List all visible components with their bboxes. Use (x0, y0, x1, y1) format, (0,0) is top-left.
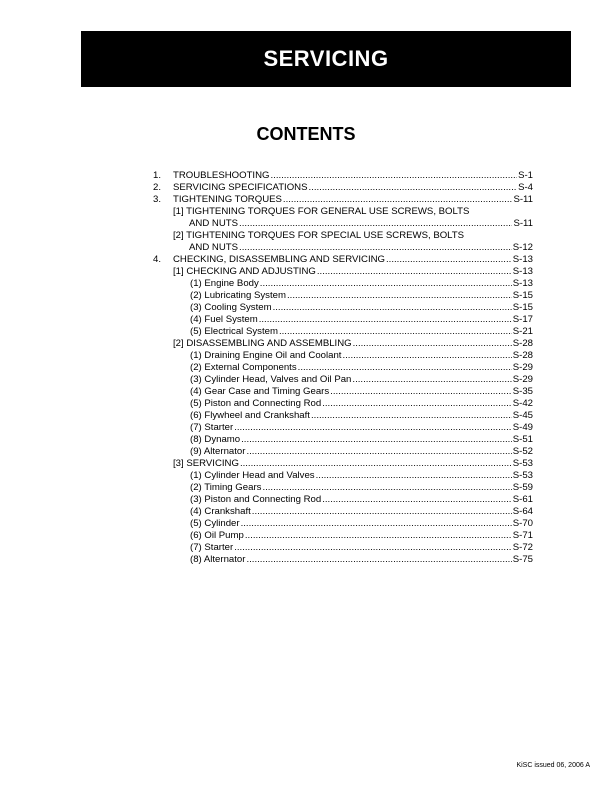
toc-row (153, 482, 533, 494)
toc-entry[interactable] (190, 434, 533, 446)
toc-leader-dots (241, 434, 512, 446)
toc-entry[interactable] (190, 398, 533, 410)
toc-row (153, 326, 533, 338)
toc-entry[interactable] (190, 530, 533, 542)
toc-row (153, 518, 533, 530)
toc-entry[interactable] (190, 506, 533, 518)
toc-row (153, 458, 533, 470)
toc-row (153, 386, 533, 398)
toc-leader-dots (239, 218, 512, 230)
toc-page-number: S-70 (512, 518, 533, 529)
toc-row (153, 218, 533, 230)
toc-leader-dots (330, 386, 512, 398)
contents-heading: CONTENTS (256, 124, 356, 144)
toc-page-number: S-59 (512, 482, 533, 493)
toc-entry-text: (2) External Components (190, 362, 297, 373)
toc-page-number: S-53 (512, 470, 533, 481)
toc-leader-dots (298, 362, 512, 374)
toc-leader-dots (262, 482, 511, 494)
toc-entry-text: (1) Engine Body (190, 278, 259, 289)
toc-leader-dots (342, 350, 511, 362)
toc-entry-text: (3) Piston and Connecting Rod (190, 494, 322, 505)
toc-row (153, 542, 533, 554)
toc-page-number: S-29 (512, 362, 533, 373)
toc-page-number: S-17 (512, 314, 533, 325)
toc-page-number: S-42 (512, 398, 533, 409)
toc-entry[interactable] (190, 542, 533, 554)
toc-entry[interactable] (190, 350, 533, 362)
toc-page-number: S-51 (512, 434, 533, 445)
toc-row (153, 206, 533, 218)
toc-leader-dots (239, 242, 512, 254)
toc-entry-text: [2] TIGHTENING TORQUES FOR SPECIAL USE SCREWS, BOLTS (173, 230, 465, 241)
toc-page-number: S-52 (512, 446, 533, 457)
toc-row (153, 374, 533, 386)
toc-row (153, 302, 533, 314)
toc-entry[interactable] (190, 422, 533, 434)
toc-entry-text: (7) Starter (190, 422, 234, 433)
toc-row (153, 506, 533, 518)
footer-issue-note: KiSC issued 06, 2006 A (516, 762, 590, 769)
toc-entry-text: (1) Cylinder Head and Valves (190, 470, 315, 481)
toc-number: 1. (153, 170, 162, 181)
toc-entry[interactable] (173, 194, 533, 206)
toc-row (153, 194, 533, 206)
toc-entry-text: (2) Timing Gears (190, 482, 262, 493)
toc-leader-dots (252, 506, 512, 518)
toc-row (153, 422, 533, 434)
toc-leader-dots (241, 518, 512, 530)
toc-page-number: S-11 (513, 194, 533, 205)
toc-entry[interactable] (190, 554, 533, 566)
toc-row (153, 398, 533, 410)
toc-row (153, 446, 533, 458)
toc-row (153, 266, 533, 278)
toc-row (153, 242, 533, 254)
toc-row (153, 530, 533, 542)
toc-leader-dots (260, 278, 512, 290)
toc-entry-text: (6) Oil Pump (190, 530, 244, 541)
toc-entry[interactable] (190, 290, 533, 302)
toc-page-number: S-1 (518, 170, 533, 181)
toc-entry-text: (4) Gear Case and Timing Gears (190, 386, 330, 397)
toc-row (153, 230, 533, 242)
toc-entry[interactable] (190, 374, 533, 386)
toc-leader-dots (322, 494, 512, 506)
toc-entry-text: (6) Flywheel and Crankshaft (190, 410, 310, 421)
toc-row (153, 254, 533, 266)
toc-entry-text: SERVICING SPECIFICATIONS (173, 182, 308, 193)
toc-entry[interactable] (173, 170, 533, 182)
toc-leader-dots (386, 254, 512, 266)
section-banner (81, 31, 571, 87)
toc-leader-dots (234, 542, 512, 554)
toc-leader-dots (245, 530, 512, 542)
toc-number: 4. (153, 254, 162, 265)
toc-page-number: S-71 (512, 530, 533, 541)
toc-page-number: S-12 (512, 242, 533, 253)
toc-entry[interactable] (190, 482, 533, 494)
section-title: SERVICING (263, 46, 389, 71)
toc-page-number: S-45 (512, 410, 533, 421)
toc-entry-text: (5) Cylinder (190, 518, 240, 529)
toc-entry-text: TROUBLESHOOTING (173, 170, 270, 181)
toc-row (153, 470, 533, 482)
toc-entry-text: (7) Starter (190, 542, 234, 553)
toc-entry-text: (5) Piston and Connecting Rod (190, 398, 322, 409)
toc-entry[interactable] (173, 182, 533, 194)
toc-leader-dots (270, 170, 517, 182)
toc-page-number: S-53 (512, 458, 533, 469)
toc-entry[interactable] (189, 242, 533, 254)
toc-leader-dots (246, 446, 511, 458)
toc-entry[interactable] (190, 410, 533, 422)
toc-page-number: S-15 (512, 302, 533, 313)
toc-row (153, 554, 533, 566)
toc-leader-dots (287, 290, 512, 302)
toc-entry[interactable] (173, 206, 469, 218)
toc-entry-text: (2) Lubricating System (190, 290, 286, 301)
toc-row (153, 182, 533, 194)
toc-entry[interactable] (190, 386, 533, 398)
toc-entry-text: TIGHTENING TORQUES (173, 194, 282, 205)
toc-entry-text: (3) Cooling System (190, 302, 272, 313)
toc-entry-text: [1] TIGHTENING TORQUES FOR GENERAL USE SCREWS, BOLTS (173, 206, 470, 217)
toc-entry[interactable] (190, 278, 533, 290)
toc-entry-text: AND NUTS (189, 242, 239, 253)
toc-page-number: S-72 (512, 542, 533, 553)
toc-row (153, 494, 533, 506)
toc-row (153, 350, 533, 362)
toc-entry-text: [3] SERVICING (173, 458, 239, 469)
toc-page-number: S-64 (512, 506, 533, 517)
toc-row (153, 278, 533, 290)
toc-number: 3. (153, 194, 162, 205)
toc-page-number: S-13 (512, 254, 533, 265)
toc-page-number: S-15 (512, 290, 533, 301)
toc-page-number: S-28 (512, 350, 533, 361)
toc-entry[interactable] (189, 218, 533, 230)
toc-row (153, 314, 533, 326)
toc-entry-text: (9) Alternator (190, 446, 246, 457)
toc-entry-text: [2] DISASSEMBLING AND ASSEMBLING (173, 338, 352, 349)
toc-leader-dots (317, 266, 512, 278)
toc-leader-dots (311, 410, 512, 422)
toc-entry[interactable] (190, 362, 533, 374)
toc-entry-text: CHECKING, DISASSEMBLING AND SERVICING (173, 254, 385, 265)
toc-row (153, 434, 533, 446)
toc-leader-dots (279, 326, 512, 338)
toc-page-number: S-11 (513, 218, 533, 229)
toc-entry[interactable] (190, 326, 533, 338)
toc-row (153, 362, 533, 374)
toc-entry[interactable] (190, 302, 533, 314)
toc-leader-dots (316, 470, 512, 482)
toc-number: 2. (153, 182, 162, 193)
toc-row (153, 290, 533, 302)
toc-leader-dots (246, 554, 511, 566)
toc-leader-dots (240, 458, 512, 470)
toc-entry[interactable] (190, 470, 533, 482)
toc-row (153, 170, 533, 182)
toc-entry[interactable] (190, 518, 533, 530)
toc-leader-dots (283, 194, 513, 206)
toc-page-number: S-13 (512, 278, 533, 289)
toc-entry-text: [1] CHECKING AND ADJUSTING (173, 266, 316, 277)
toc-entry[interactable] (173, 338, 533, 350)
toc-entry[interactable] (173, 458, 533, 470)
toc-entry-text: (4) Fuel System (190, 314, 258, 325)
toc-entry[interactable] (173, 254, 533, 266)
toc-page-number: S-29 (512, 374, 533, 385)
toc-entry-text: (8) Dynamo (190, 434, 241, 445)
toc-page-number: S-28 (512, 338, 533, 349)
toc-leader-dots (352, 374, 511, 386)
table-of-contents (153, 170, 533, 566)
toc-entry[interactable] (190, 314, 533, 326)
toc-leader-dots (353, 338, 512, 350)
toc-page-number: S-21 (512, 326, 533, 337)
toc-leader-dots (259, 314, 512, 326)
toc-row (153, 338, 533, 350)
toc-page-number: S-4 (518, 182, 533, 193)
toc-entry-text: (1) Draining Engine Oil and Coolant (190, 350, 342, 361)
toc-entry[interactable] (190, 446, 533, 458)
toc-row (153, 410, 533, 422)
toc-entry-text: (8) Alternator (190, 554, 246, 565)
toc-leader-dots (273, 302, 512, 314)
toc-entry-text: AND NUTS (189, 218, 239, 229)
toc-leader-dots (309, 182, 518, 194)
toc-leader-dots (234, 422, 512, 434)
toc-entry-text: (5) Electrical System (190, 326, 278, 337)
toc-leader-dots (322, 398, 512, 410)
toc-entry[interactable] (173, 266, 533, 278)
toc-entry[interactable] (173, 230, 464, 242)
toc-page-number: S-35 (512, 386, 533, 397)
toc-page-number: S-13 (512, 266, 533, 277)
toc-page-number: S-49 (512, 422, 533, 433)
toc-entry[interactable] (190, 494, 533, 506)
toc-page-number: S-61 (512, 494, 533, 505)
toc-entry-text: (4) Crankshaft (190, 506, 251, 517)
toc-entry-text: (3) Cylinder Head, Valves and Oil Pan (190, 374, 352, 385)
toc-page-number: S-75 (512, 554, 533, 565)
